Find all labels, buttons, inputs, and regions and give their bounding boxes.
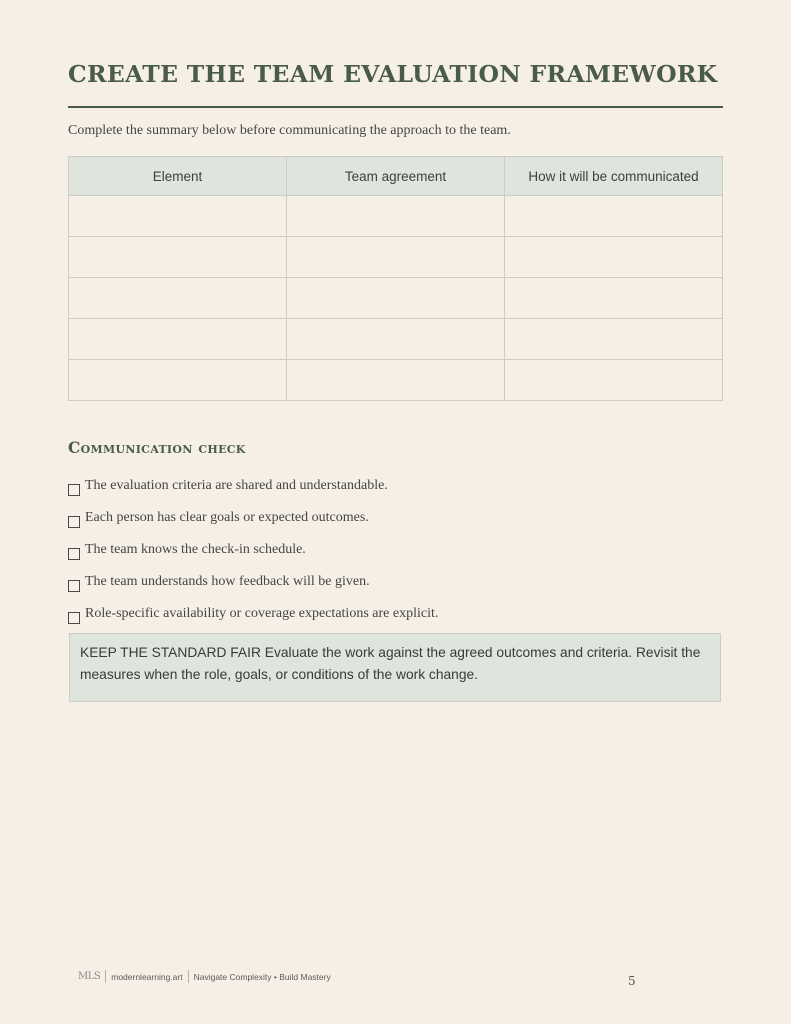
title-divider [68,106,723,108]
evaluation-summary-table [68,156,723,401]
checkbox[interactable] [68,548,80,560]
checklist-item-label: The team understands how feedback will be given. [85,574,370,589]
table-cell[interactable] [69,196,287,237]
communication-checklist [68,472,438,632]
checklist-item-label: Role-specific availability or coverage expectations are explicit. [85,606,439,621]
table-cell[interactable] [287,196,505,237]
checklist-item-label: The team knows the check-in schedule. [85,542,306,557]
checkbox[interactable] [68,484,80,496]
table-cell[interactable] [287,360,505,401]
table-cell[interactable] [69,237,287,278]
footer-tagline: Navigate Complexity • Build Mastery [193,971,331,982]
table-row [69,360,723,401]
intro-text: Complete the summary below before communicating the approach to the team. [68,123,511,138]
brand-logo: MLS [78,971,101,982]
table-cell[interactable] [287,319,505,360]
table-row [69,196,723,237]
checkbox[interactable] [68,612,80,624]
fairness-callout: KEEP THE STANDARD FAIR Evaluate the work against the agreed outcomes and criteria. Revisit the measures when the role, goals, or conditions of the work change. [69,633,721,702]
table-cell[interactable] [287,278,505,319]
table-cell[interactable] [505,360,723,401]
table-header-row [69,157,723,196]
table-cell[interactable] [505,278,723,319]
table-cell[interactable] [69,360,287,401]
column-header-team-agreement: Team agreement [287,157,505,196]
checkbox[interactable] [68,516,80,528]
footer-brand [78,970,331,983]
checklist-item [68,504,438,536]
column-header-element: Element [69,157,287,196]
table-cell[interactable] [69,319,287,360]
table-row [69,237,723,278]
table-cell[interactable] [505,196,723,237]
checklist-item-label: The evaluation criteria are shared and understandable. [85,478,388,493]
page-title: CREATE THE TEAM EVALUATION FRAMEWORK [68,60,718,88]
table-cell[interactable] [505,319,723,360]
page-number: 5 [628,974,636,988]
table-cell[interactable] [505,237,723,278]
checklist-item [68,568,438,600]
table-cell[interactable] [69,278,287,319]
checklist-item [68,600,438,632]
column-header-communication: How it will be communicated [505,157,723,196]
footer-divider [105,970,106,983]
communication-check-heading: Communication check [68,438,246,457]
checklist-item [68,536,438,568]
table-cell[interactable] [287,237,505,278]
footer-divider [188,970,189,983]
footer-site: modernlearning.art [111,971,183,982]
checklist-item-label: Each person has clear goals or expected outcomes. [85,510,369,525]
table-row [69,319,723,360]
checklist-item [68,472,438,504]
table-row [69,278,723,319]
checkbox[interactable] [68,580,80,592]
